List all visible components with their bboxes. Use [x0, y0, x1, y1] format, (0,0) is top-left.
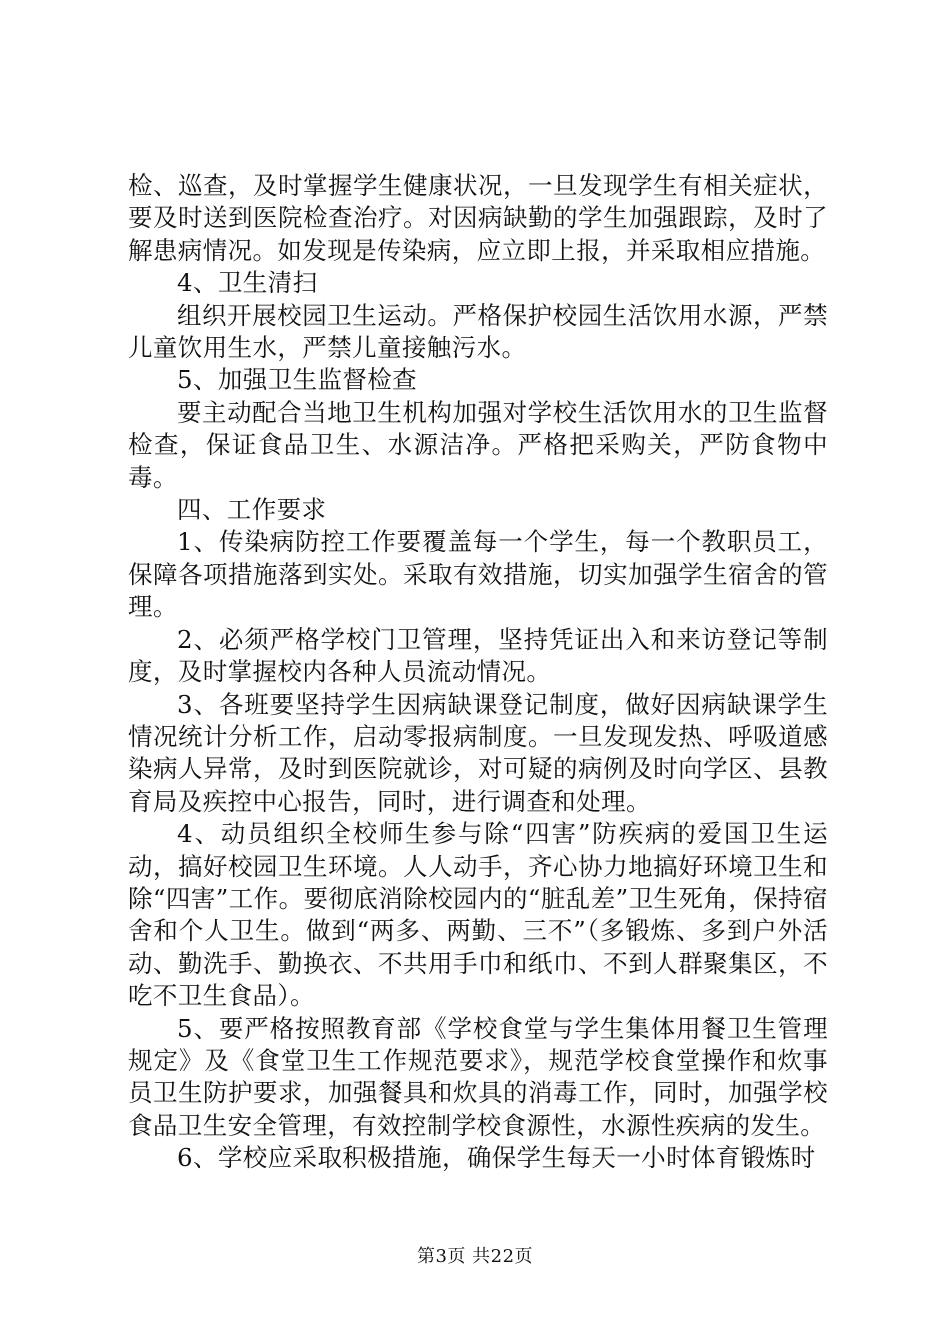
paragraph-requirement-4: 4、动员组织全校师生参与除“四害”防疾病的爱国卫生运动，搞好校园卫生环境。人人动手，齐心协力地搞好环境卫生和除“四害”工作。要彻底消除校园内的“脏乱差”卫生死角，保持宿舍和个人卫生。做到“两多、两勤、三不”（多锻炼、多到户外活动、勤洗手、勤换衣、不共用手巾和纸巾、不到人群聚集区，不吃不卫生食品）。: [128, 819, 828, 1011]
heading-sanitation-cleaning: 4、卫生清扫: [177, 268, 318, 298]
paragraph-supervision: 要主动配合当地卫生机构加强对学校生活饮用水的卫生监督检查，保证食品卫生、水源洁净。严格把采购关，严防食物中毒。: [128, 397, 828, 492]
heading-work-requirements: 四、工作要求: [177, 495, 327, 525]
heading-supervision-inspection: 5、加强卫生监督检查: [177, 365, 418, 395]
paragraph-requirement-3: 3、各班要坚持学生因病缺课登记制度，做好因病缺课学生情况统计分析工作，启动零报病制度。一旦发现发热、呼吸道感染病人异常，及时到医院就诊，对可疑的病例及时向学区、县教育局及疾控中心报告，同时，进行调查和处理。: [128, 689, 828, 816]
paragraph-requirement-1: 1、传染病防控工作要覆盖每一个学生，每一个教职员工，保障各项措施落到实处。采取有效措施，切实加强学生宿舍的管理。: [128, 527, 828, 622]
paragraph-requirement-2: 2、必须严格学校门卫管理，坚持凭证出入和来访登记等制度，及时掌握校内各种人员流动情况。: [128, 624, 828, 687]
paragraph-requirement-5: 5、要严格按照教育部《学校食堂与学生集体用餐卫生管理规定》及《食堂卫生工作规范要求》，规范学校食堂操作和炊事员卫生防护要求，加强餐具和炊具的消毒工作，同时，加强学校食品卫生安全管理，有效控制学校食源性，水源性疾病的发生。: [128, 1013, 828, 1140]
paragraph-requirement-6: 6、学校应采取积极措施，确保学生每天一小时体育锻炼时: [177, 1143, 816, 1173]
paragraph-sanitation-campaign: 组织开展校园卫生运动。严格保护校园生活饮用水源，严禁儿童饮用生水，严禁儿童接触污水。: [128, 300, 828, 363]
document-body: [128, 170, 828, 1175]
paragraph-continued: 检、巡查，及时掌握学生健康状况，一旦发现学生有相关症状，要及时送到医院检查治疗。对因病缺勤的学生加强跟踪，及时了解患病情况。如发现是传染病，应立即上报，并采取相应措施。: [128, 171, 828, 265]
page-number-footer: 第3页 共22页: [416, 1246, 534, 1267]
